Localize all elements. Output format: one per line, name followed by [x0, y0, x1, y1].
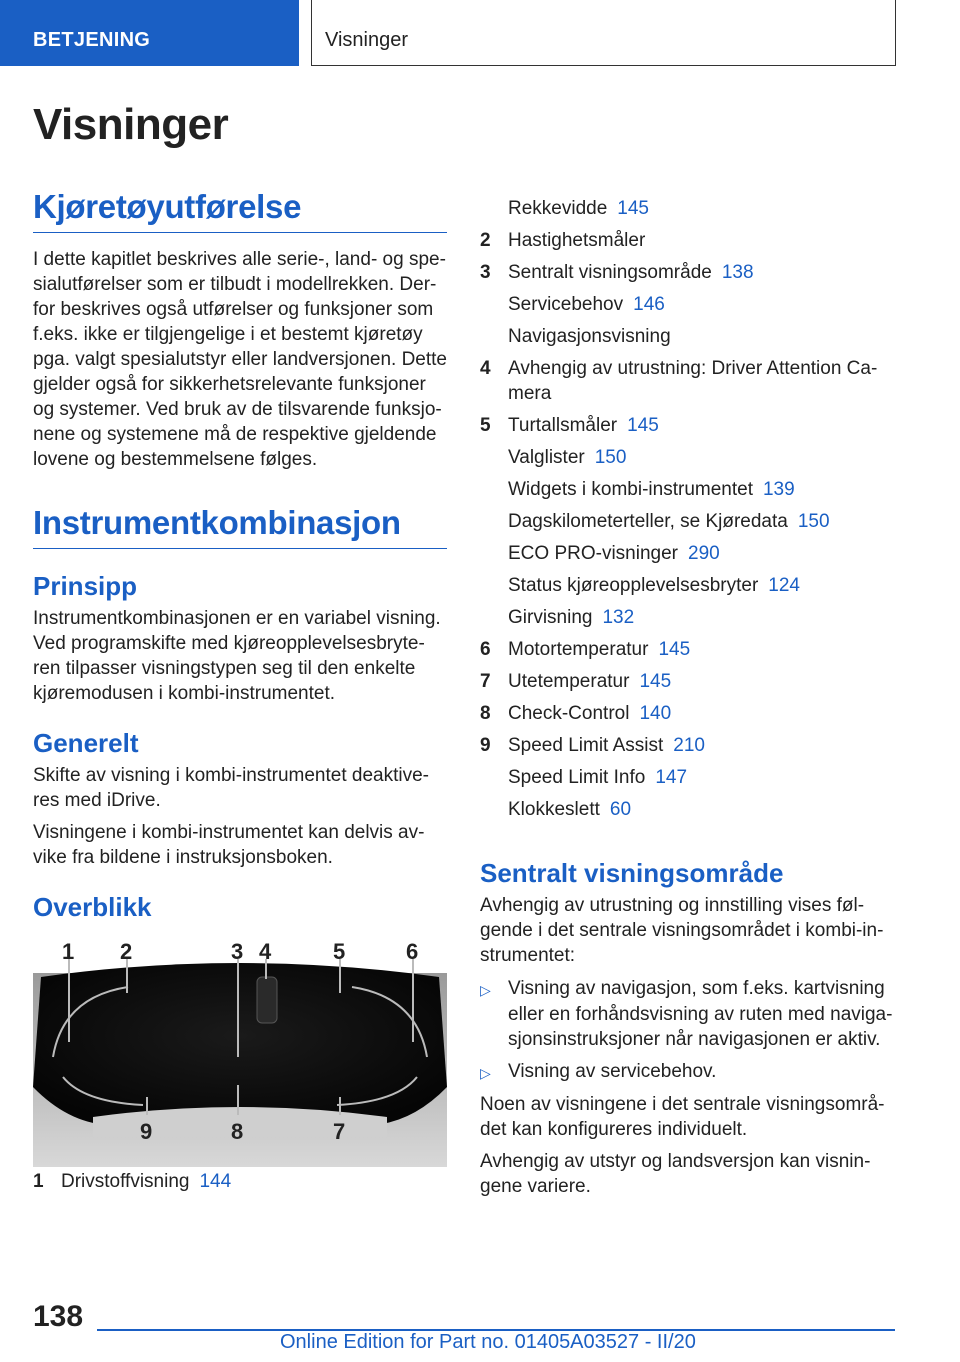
- legend-number: 5: [480, 415, 491, 436]
- legend-number: [480, 196, 508, 221]
- edition-footer: Online Edition for Part no. 01405A03527 - II/20: [280, 1331, 696, 1353]
- legend-item: [480, 605, 895, 630]
- legend-item: [480, 573, 895, 598]
- legend-label: Hastighetsmåler: [508, 230, 646, 251]
- page-reference-link[interactable]: 145: [627, 415, 659, 436]
- page-reference-link[interactable]: 145: [658, 639, 691, 660]
- legend-item: [480, 292, 895, 317]
- page-reference-link[interactable]: 150: [797, 511, 830, 532]
- legend-label: Navigasjonsvisning: [508, 326, 671, 347]
- variant-text: Avhengig av utstyr og landsversjon kan visnin-gene variere.: [480, 1151, 871, 1197]
- page-reference-link[interactable]: 145: [617, 198, 649, 219]
- legend-item: [480, 413, 895, 438]
- figure-label-2: 2: [120, 939, 133, 964]
- legend-label: Widgets i kombi-instrumentet: [508, 479, 753, 500]
- legend-label: Klokkeslett: [508, 799, 600, 820]
- legend-number: 8: [480, 703, 491, 724]
- legend-number: [480, 292, 508, 317]
- legend-number: 9: [480, 735, 491, 756]
- heading-principle: Prinsipp: [33, 571, 138, 601]
- chapter-header: Visninger: [311, 0, 896, 66]
- legend-number: [480, 765, 508, 790]
- legend-item: [480, 541, 895, 566]
- legend-item: [480, 733, 895, 758]
- page-reference-link[interactable]: 138: [721, 262, 754, 283]
- left-column: [33, 188, 447, 1201]
- heading-central-display: Sentralt visningsområde: [480, 858, 784, 888]
- page-reference-link[interactable]: 150: [594, 447, 627, 468]
- legend-number: [480, 541, 508, 566]
- page-reference-link[interactable]: 147: [655, 767, 688, 788]
- page-reference-link[interactable]: 60: [609, 799, 632, 820]
- legend-item: [480, 669, 895, 694]
- legend-label: Girvisning: [508, 607, 593, 628]
- page-number: 138: [33, 1300, 84, 1333]
- page-reference-link[interactable]: 144: [199, 1171, 232, 1192]
- general-text-2: Visningene i kombi-instrumentet kan delvis av-vike fra bildene i instruksjonsboken.: [33, 822, 425, 868]
- legend-number: [480, 509, 508, 534]
- legend-label: Drivstoffvisning: [61, 1171, 190, 1192]
- section-tab: BETJENING: [0, 0, 299, 66]
- legend-label: Rekkevidde: [508, 198, 608, 219]
- legend-item: [480, 477, 895, 502]
- legend-label: Sentralt visningsområde: [508, 262, 712, 283]
- legend-item: [480, 797, 895, 822]
- legend-item: [480, 196, 895, 221]
- legend-number: 1: [33, 1171, 44, 1192]
- page-reference-link[interactable]: 140: [639, 703, 672, 724]
- figure-label-8: 8: [231, 1119, 244, 1144]
- legend-label: Utetemperatur: [508, 671, 630, 692]
- heading-general: Generelt: [33, 728, 139, 758]
- figure-label-3: 3: [231, 939, 244, 964]
- page-reference-link[interactable]: 146: [633, 294, 665, 315]
- page-reference-link[interactable]: 139: [762, 479, 795, 500]
- legend-number: [480, 797, 508, 822]
- legend-item-1: [33, 1169, 447, 1194]
- legend-label: Speed Limit Assist: [508, 735, 664, 756]
- central-display-text: Avhengig av utrustning og innstilling vises føl-gende i det sentrale visningsområdet i kombi-in-strumentet:: [480, 895, 884, 966]
- legend-item: [480, 445, 895, 470]
- legend-item: [480, 324, 895, 349]
- legend-item: [480, 637, 895, 662]
- legend-label: Turtallsmåler: [508, 415, 618, 436]
- legend-number: 4: [480, 358, 491, 379]
- legend-number: [480, 445, 508, 470]
- legend-number: [480, 324, 508, 349]
- general-text-1: Skifte av visning i kombi-instrumentet deaktive-res med iDrive.: [33, 765, 429, 811]
- page-reference-link[interactable]: 132: [602, 607, 635, 628]
- configurable-text: Noen av visningene i det sentrale visningsområ-det kan konfigureres individuelt.: [480, 1094, 885, 1140]
- legend-item: [480, 765, 895, 790]
- legend-number: [480, 573, 508, 598]
- page-reference-link[interactable]: 290: [688, 543, 720, 564]
- legend-list: [480, 196, 895, 822]
- bullet-text: Visning av servicebehov.: [508, 1060, 717, 1082]
- figure-label-5: 5: [333, 939, 346, 964]
- right-column: [480, 196, 895, 1199]
- legend-number: [480, 477, 508, 502]
- figure-label-4: 4: [259, 939, 272, 964]
- figure-label-9: 9: [140, 1119, 153, 1144]
- triangle-bullet-icon: ▷: [480, 1064, 491, 1081]
- legend-label: Dagskilometerteller, se Kjøredata: [508, 511, 788, 532]
- bullet-item: [480, 1059, 895, 1087]
- legend-number: 6: [480, 639, 491, 660]
- instrument-cluster-figure: [33, 937, 447, 1167]
- figure-label-7: 7: [333, 1119, 346, 1144]
- page-title: Visninger: [33, 100, 229, 149]
- legend-number: 2: [480, 230, 491, 251]
- heading-overview: Overblikk: [33, 892, 152, 922]
- legend-label: Speed Limit Info: [508, 767, 646, 788]
- figure-label-1: 1: [62, 939, 75, 964]
- legend-item: [480, 509, 895, 534]
- legend-number: [480, 605, 508, 630]
- legend-label: ECO PRO-visninger: [508, 543, 678, 564]
- legend-item: [480, 701, 895, 726]
- vehicle-design-text: I dette kapitlet beskrives alle serie-, land- og spe-sialutførelser som er tilbudt i modellrekken. Der-for beskrives også utførelser og funksjoner som f.eks. ikke er tilgjengelige i et bestemt kjøretøy pga. valgt spesialutstyr eller landversjonen. Dette gjelder også for sikkerhetsrelevante funksjoner og systemer. Ved bruk av de tilsvarende funksjo-nene og systemene må de respektive gjeldende lovene og bestemmelsene følges.: [33, 249, 448, 470]
- legend-number: 3: [480, 262, 491, 283]
- page-reference-link[interactable]: 210: [673, 735, 705, 756]
- legend-label: Servicebehov: [508, 294, 624, 315]
- figure-label-6: 6: [406, 939, 419, 964]
- page-reference-link[interactable]: 145: [639, 671, 672, 692]
- heading-instrument-cluster: Instrumentkombinasjon: [33, 504, 447, 549]
- legend-label: Valglister: [508, 447, 585, 468]
- page-reference-link[interactable]: 124: [768, 575, 800, 596]
- principle-text: Instrumentkombinasjonen er en variabel visning. Ved programskifte med kjøreopplevelsesbryte-ren tilpasser visningstypen seg til den enkelte kjøremodusen i kombi-instrumentet.: [33, 608, 441, 704]
- bullet-list: [480, 976, 895, 1086]
- legend-label: Avhengig av utrustning: Driver Attention Ca-mera: [508, 358, 878, 404]
- bullet-text: Visning av navigasjon, som f.eks. kartvisning eller en forhåndsvisning av ruten med naviga-sjonsinstruksjoner når navigasjonen er aktiv.: [508, 978, 893, 1050]
- triangle-bullet-icon: ▷: [480, 982, 491, 998]
- legend-item: [480, 356, 895, 406]
- legend-item: [480, 228, 895, 253]
- legend-label: Check-Control: [508, 703, 630, 724]
- heading-vehicle-design: Kjøretøyutførelse: [33, 188, 447, 233]
- bullet-item: [480, 976, 895, 1053]
- legend-item: [480, 260, 895, 285]
- legend-number: 7: [480, 671, 491, 692]
- legend-label: Status kjøreopplevelsesbryter: [508, 575, 759, 596]
- legend-label: Motortemperatur: [508, 639, 649, 660]
